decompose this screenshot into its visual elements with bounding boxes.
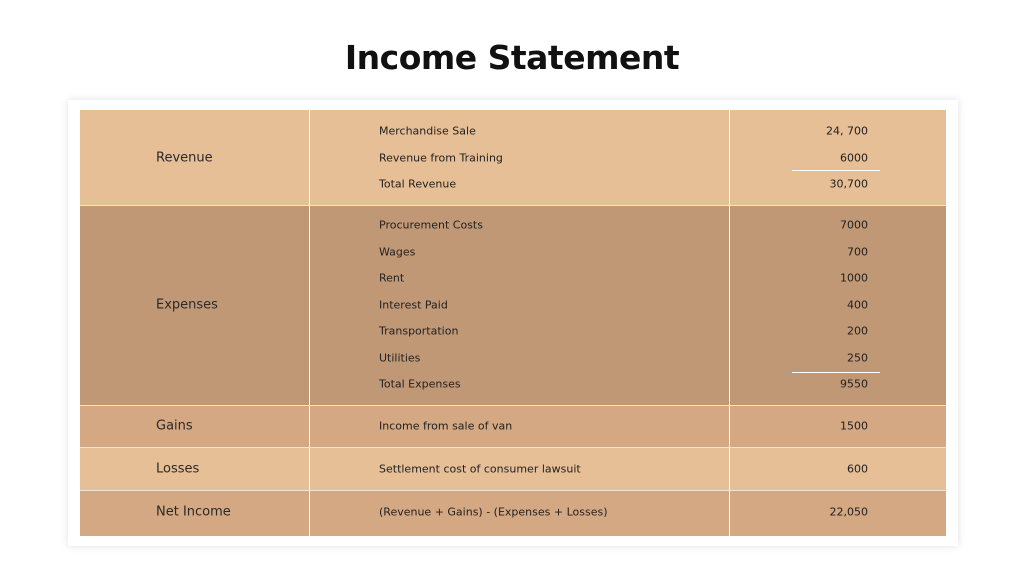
line-item-label: Rent <box>379 271 405 285</box>
losses-row <box>80 448 946 490</box>
line-item-label: Income from sale of van <box>379 419 513 433</box>
line-item-label: Settlement cost of consumer lawsuit <box>379 462 581 476</box>
subtotal-rule <box>792 372 880 373</box>
line-item-amount: 1000 <box>840 271 868 285</box>
income-statement-table <box>80 110 946 536</box>
losses-amounts-cell <box>730 448 946 490</box>
subtotal-rule <box>792 170 880 171</box>
line-item-label: Interest Paid <box>379 298 448 312</box>
line-item-amount: 400 <box>847 298 868 312</box>
line-item-amount: 200 <box>847 324 868 338</box>
page-title: Income Statement <box>344 38 680 77</box>
expenses-amounts-cell <box>730 206 946 405</box>
net-income-category-cell <box>80 491 310 536</box>
total-revenue-amount: 30,700 <box>829 177 868 191</box>
line-item-label: (Revenue + Gains) - (Expenses + Losses) <box>379 505 608 519</box>
line-item-label: Utilities <box>379 351 421 365</box>
revenue-row <box>80 110 946 205</box>
line-item-label: Total Expenses <box>379 377 461 391</box>
gains-category-cell <box>80 406 310 447</box>
gains-category-label: Gains <box>156 418 193 434</box>
line-item-amount: 700 <box>847 245 868 259</box>
gains-amount: 1500 <box>840 419 868 433</box>
line-item-label: Total Revenue <box>379 177 457 191</box>
line-item-label: Revenue from Training <box>379 151 503 165</box>
net-income-amount: 22,050 <box>829 505 868 519</box>
total-expenses-amount: 9550 <box>840 377 868 391</box>
net-income-items-cell <box>310 491 730 536</box>
net-income-amounts-cell <box>730 491 946 536</box>
losses-category-cell <box>80 448 310 490</box>
net-income-row <box>80 491 946 536</box>
line-item-label: Transportation <box>379 324 459 338</box>
expenses-items-cell <box>310 206 730 405</box>
line-item-label: Wages <box>379 245 416 259</box>
line-item-label: Merchandise Sale <box>379 124 476 138</box>
revenue-items-cell <box>310 110 730 205</box>
revenue-category-label: Revenue <box>156 150 213 166</box>
line-item-amount: 24, 700 <box>826 124 868 138</box>
losses-amount: 600 <box>847 462 868 476</box>
line-item-amount: 7000 <box>840 218 868 232</box>
net-income-category-label: Net Income <box>156 504 231 520</box>
expenses-category-label: Expenses <box>156 297 218 313</box>
expenses-category-cell <box>80 206 310 405</box>
line-item-label: Procurement Costs <box>379 218 483 232</box>
revenue-category-cell <box>80 110 310 205</box>
gains-row <box>80 406 946 447</box>
line-item-amount: 6000 <box>840 151 868 165</box>
gains-items-cell <box>310 406 730 447</box>
revenue-amounts-cell <box>730 110 946 205</box>
line-item-amount: 250 <box>847 351 868 365</box>
gains-amounts-cell <box>730 406 946 447</box>
expenses-row <box>80 206 946 405</box>
losses-items-cell <box>310 448 730 490</box>
losses-category-label: Losses <box>156 461 200 477</box>
